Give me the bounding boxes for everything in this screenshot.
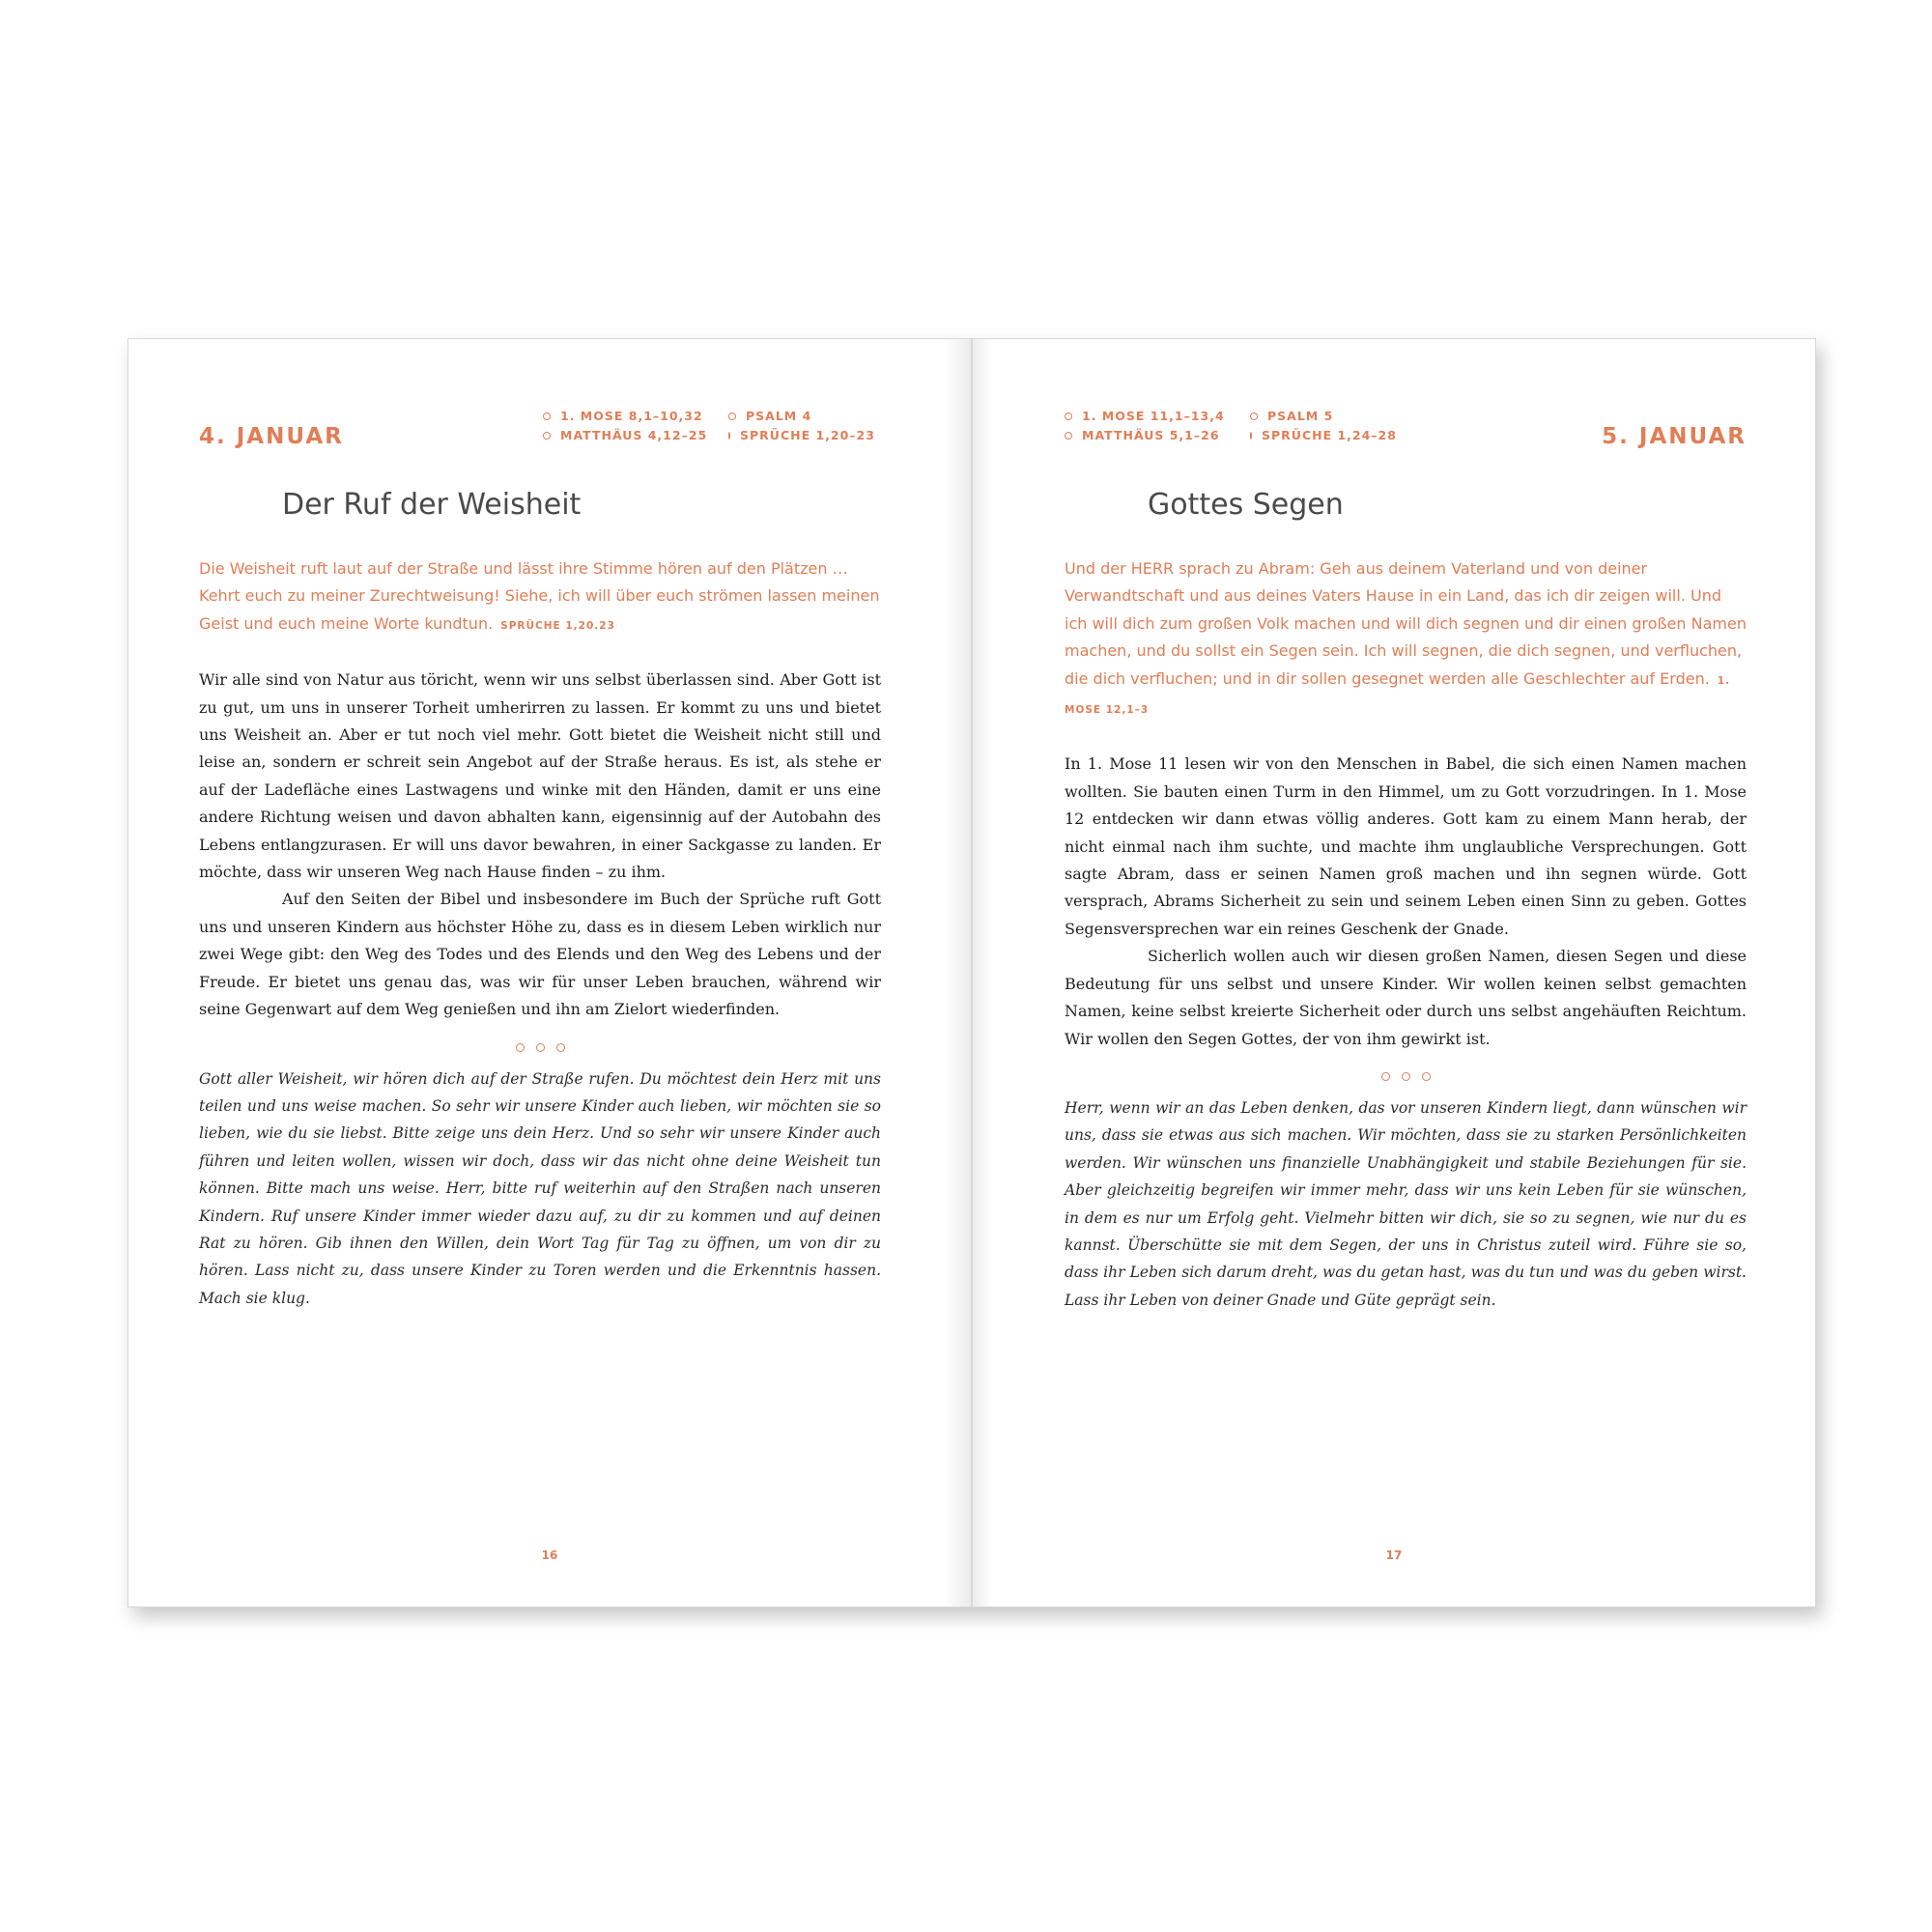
reading-item: 1. MOSE 8,1–10,32 [543, 409, 728, 423]
circle-icon [1422, 1072, 1431, 1081]
body-paragraph: In 1. Mose 11 lesen wir von den Menschen in Babel, die sich einen Namen machen wollten. Sie bauten einen Turm in den Himmel, um zu Gott vorzudringen. In 1. Mose 12 entdecken wir dann etwas völlig anderes. Gott kam zu einem Mann herab, der nicht einmal nach ihm suchte, und machte ihm unglaubliche Versprechungen. Gott sagte Abram, dass er seinen Namen groß machen und ihn segnen würde. Gott versprach, Abrams Sicherheit zu sein und seinem Leben einen Sinn zu geben. Gottes Segensversprechen war ein reines Geschenk der Gnade. [1065, 754, 1747, 938]
circle-icon [728, 432, 730, 440]
right-page [972, 338, 1816, 1607]
book-spread [128, 338, 1816, 1607]
circle-icon [1250, 432, 1252, 440]
body-paragraph: Sicherlich wollen auch wir diesen großen Namen, diesen Segen und diese Bedeutung für uns selbst und unsere Kinder. Wir wollen keinen selbst gemachten Namen, keine selbst kreierte Sicherheit oder durch uns selbst angehäuften Reichtum. Wir wollen den Segen Gottes, der von ihm gewirkt ist. [1065, 947, 1747, 1048]
left-page-content [199, 409, 881, 1312]
circle-icon [516, 1043, 525, 1052]
body-paragraph: Auf den Seiten der Bibel und insbesondere im Buch der Sprüche ruft Gott uns und unseren Kindern aus höchster Höhe zu, dass es in diesem Leben wirklich nur zwei Wege gibt: den Weg des Todes und des Elends und den Weg des Lebens und der Freude. Er bietet uns genau das, was wir für unser Leben brauchen, während wir seine Gegenwart auf dem Weg genießen und ihn am Zielort wiederfinden. [199, 890, 881, 1019]
body-paragraph: Wir alle sind von Natur aus töricht, wenn wir uns selbst überlassen sind. Aber Gott ist zu gut, um uns in unserer Torheit umherirren zu lassen. Er kommt zu uns und bietet uns Weisheit an. Aber er tut noch viel mehr. Gott bietet die Weisheit nicht still und leise an, sondern er schreit sein Angebot auf der Straße heraus. Es ist, als stehe er auf der Ladefläche eines Lastwagens und winke mit den Händen, damit er uns eine andere Richtung weisen und davon abhalten kann, eigensinnig auf der Autobahn des Lebens entlangzurasen. Er will uns davor bewahren, in einer Sackgasse zu landen. Er möchte, dass wir unseren Weg nach Hause finden – zu ihm. [199, 670, 881, 882]
section-divider [1065, 1072, 1747, 1081]
reading-item: PSALM 5 [1250, 409, 1395, 423]
page-number: 16 [541, 1548, 558, 1562]
circle-icon [536, 1043, 545, 1052]
circle-icon [556, 1043, 565, 1052]
reading-item: 1. MOSE 11,1–13,4 [1065, 409, 1250, 423]
circle-icon [1381, 1072, 1390, 1081]
right-page-content [1065, 409, 1747, 1314]
verse-reference: 1. MOSE 12,1–3 [1065, 674, 1731, 717]
body-text [1065, 751, 1747, 1052]
page-title: Gottes Segen [1148, 488, 1344, 522]
left-page-header [199, 409, 881, 476]
circle-icon [1402, 1072, 1410, 1081]
page-date: 5. JANUAR [1602, 424, 1747, 449]
circle-icon [728, 412, 736, 420]
reading-item: SPRÜCHE 1,24–28 [1250, 428, 1395, 442]
section-divider [199, 1043, 881, 1052]
verse-reference: SPRÜCHE 1,20.23 [500, 619, 615, 632]
reading-item: PSALM 4 [728, 409, 873, 423]
circle-icon [543, 412, 551, 420]
prayer-text: Herr, wenn wir an das Leben denken, das vor unseren Kindern liegt, dann wünschen wir uns, dass sie etwas aus sich machen. Wir möchten, dass sie zu starken Persönlichkeiten werden. Wir wünschen uns finanzielle Unabhängigkeit und stabile Beziehungen für sie. Aber gleichzeitig begreifen wir immer mehr, dass wir uns kein Leben für sie wünschen, in dem es nur um Erfolg geht. Vielmehr bitten wir dich, sie so zu segnen, wie nur du es kannst. Überschütte sie mit dem Segen, der uns in Christus zuteil wird. Führe sie so, dass ihr Leben sich darum dreht, was du getan hast, was du tun und was du geben wirst. Lass ihr Leben von deiner Gnade und Güte geprägt sein. [1065, 1098, 1747, 1309]
reading-list [1065, 409, 1395, 442]
prayer-text: Gott aller Weisheit, wir hören dich auf der Straße rufen. Du möchtest dein Herz mit uns teilen und uns weise machen. So sehr wir unsere Kinder auch lieben, wir möchten sie so lieben, wie du sie liebst. Bitte zeige uns dein Herz. Und so sehr wir unsere Kinder auch führen und leiten wollen, wissen wir doch, dass wir das nicht ohne deine Weisheit tun können. Bitte mach uns weise. Herr, bitte ruf weiterhin auf den Straßen nach unseren Kindern. Ruf unsere Kinder immer wieder dazu auf, zu dir zu kommen und auf deinen Rat zu hören. Gib ihnen den Willen, dein Wort Tag für Tag zu öffnen, um von dir zu hören. Lass nicht zu, dass unsere Kinder zu Toren werden und die Erkenntnis hassen. Mach sie klug. [199, 1069, 881, 1307]
reading-item: MATTHÄUS 5,1–26 [1065, 428, 1250, 442]
verse-text: Die Weisheit ruft laut auf der Straße und lässt ihre Stimme hören auf den Plätzen … Kehrt euch zu meiner Zurechtweisung! Siehe, ich will über euch strömen lassen meinen Geist und euch meine Worte kundtun. [199, 559, 880, 633]
circle-icon [543, 432, 551, 440]
left-page [128, 338, 972, 1607]
key-verse [1065, 555, 1747, 724]
reading-item: MATTHÄUS 4,12–25 [543, 428, 728, 442]
reading-item: SPRÜCHE 1,20–23 [728, 428, 873, 442]
page-date: 4. JANUAR [199, 424, 344, 449]
circle-icon [1250, 412, 1258, 420]
circle-icon [1065, 432, 1072, 440]
reading-list [543, 409, 873, 442]
page-number: 17 [1385, 1548, 1403, 1562]
verse-text: Und der HERR sprach zu Abram: Geh aus deinem Vaterland und von deiner Verwandtschaft und aus deines Vaters Hause in ein Land, das ich dir zeigen will. Und ich will dich zum großen Volk machen und will dich segnen und dir einen großen Namen machen, und du sollst ein Segen sein. Ich will segnen, die dich segnen, und verfluchen, die dich verfluchen; und in dir sollen gesegnet werden alle Geschlechter auf Erden. [1065, 559, 1747, 688]
body-text [199, 667, 881, 1023]
right-page-header [1065, 409, 1747, 476]
key-verse [199, 555, 881, 639]
page-title: Der Ruf der Weisheit [282, 488, 582, 522]
circle-icon [1065, 412, 1072, 420]
